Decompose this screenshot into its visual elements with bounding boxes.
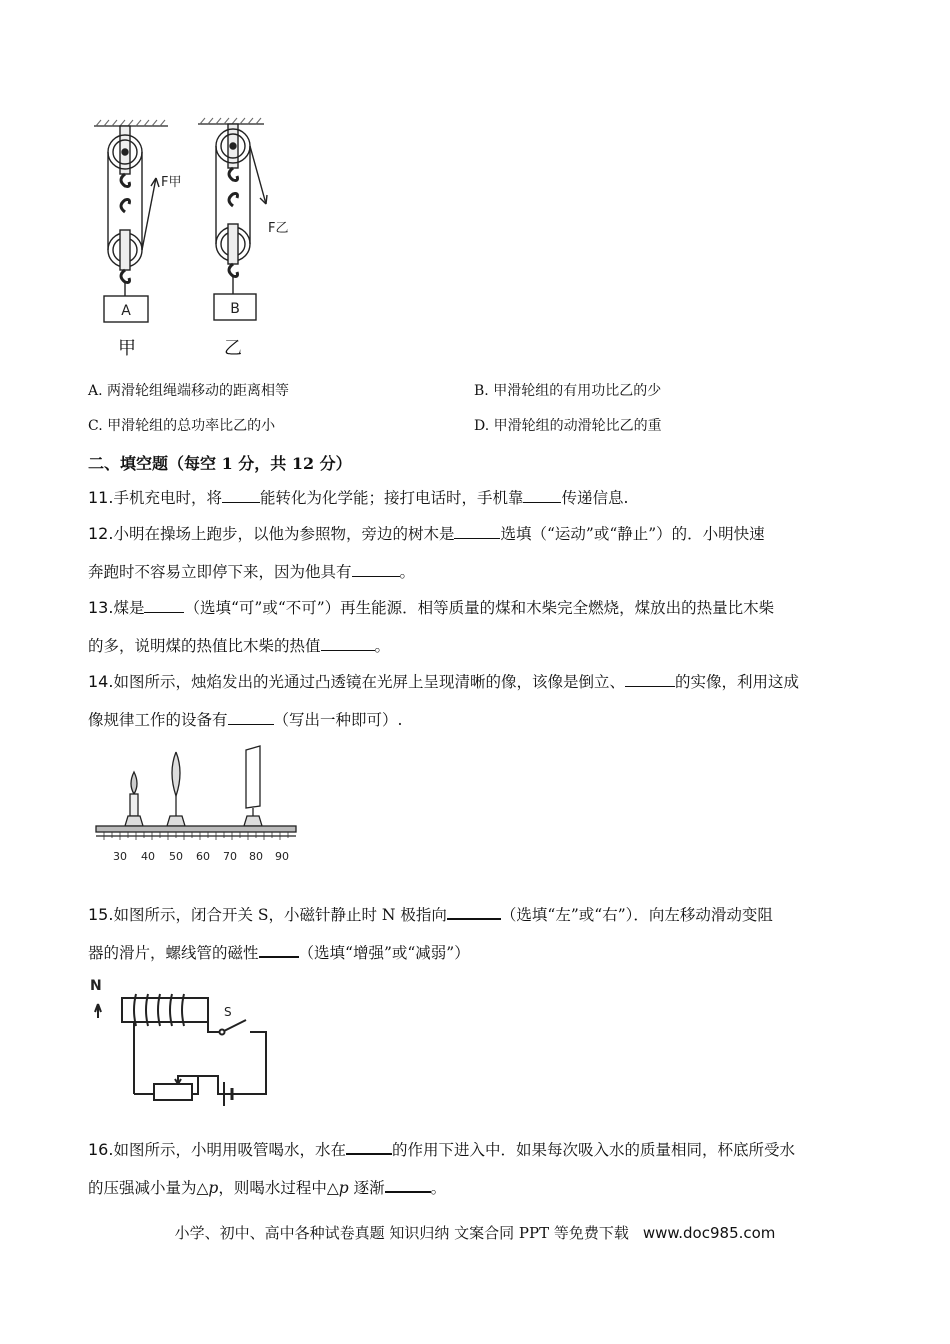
q11-text-3: 传递信息. xyxy=(561,489,629,507)
answer-blank[interactable] xyxy=(385,1176,431,1193)
option-a: A. 两滑轮组绳端移动的距离相等 xyxy=(88,383,290,399)
ruler-tick-label: 60 xyxy=(196,850,210,863)
q13-text-3: 的多，说明煤的热值比木柴的热值 xyxy=(88,637,321,655)
q16-text-6: 。 xyxy=(430,1179,447,1197)
footer-text: 小学、初中、高中各种试卷真题 知识归纳 文案合同 PPT 等免费下载 xyxy=(174,1224,629,1242)
question-13-line-2 xyxy=(88,634,390,656)
figure-label-yi: 乙 xyxy=(224,338,242,359)
ruler-tick-label: 50 xyxy=(169,850,183,863)
question-number: 15. xyxy=(88,905,114,924)
q15-text-3: 器的滑片，螺线管的磁性 xyxy=(88,944,259,962)
q16-symbol-p: p xyxy=(208,1179,219,1197)
option-d: D. 甲滑轮组的动滑轮比乙的重 xyxy=(474,418,662,434)
q14-text-1: 如图所示，烛焰发出的光通过凸透镜在光屏上呈现清晰的像，该像是倒立、 xyxy=(113,673,625,691)
figure-label-jia: 甲 xyxy=(118,338,136,359)
ruler-tick-label: 90 xyxy=(275,850,289,863)
answer-blank[interactable] xyxy=(625,671,675,687)
option-c: C. 甲滑轮组的总功率比乙的小 xyxy=(88,418,276,434)
q14-text-3: 像规律工作的设备有 xyxy=(88,711,228,729)
question-13 xyxy=(88,596,774,618)
q16-symbol-p: p xyxy=(338,1179,349,1197)
force-jia-label: F甲 xyxy=(161,175,182,190)
answer-blank[interactable] xyxy=(321,635,375,651)
answer-blank[interactable] xyxy=(259,941,299,958)
question-16-line-2 xyxy=(88,1176,446,1198)
question-14-line-2 xyxy=(88,708,402,730)
force-yi-label: F乙 xyxy=(268,221,289,236)
q13-text-4: 。 xyxy=(374,637,391,655)
question-number: 12. xyxy=(88,524,114,543)
q16-text-1: 如图所示，小明用吸管喝水，水在 xyxy=(113,1141,346,1159)
question-12 xyxy=(88,522,765,544)
question-12-line-2 xyxy=(88,560,415,582)
q16-text-5: 逐渐 xyxy=(348,1179,385,1197)
q14-text-2: 的实像，利用这成 xyxy=(674,673,799,691)
q13-text-1: 煤是 xyxy=(113,599,145,617)
question-15 xyxy=(88,903,773,925)
north-label: N xyxy=(90,978,102,994)
q16-text-4: ，则喝水过程中△ xyxy=(218,1179,339,1197)
answer-blank[interactable] xyxy=(222,487,260,503)
answer-blank[interactable] xyxy=(352,561,400,577)
question-number: 16. xyxy=(88,1140,114,1159)
answer-blank[interactable] xyxy=(228,709,274,725)
ruler-tick-label: 40 xyxy=(141,850,155,863)
q12-text-1: 小明在操场上跑步，以他为参照物，旁边的树木是 xyxy=(113,525,455,543)
q12-text-3: 奔跑时不容易立即停下来，因为他具有 xyxy=(88,563,352,581)
answer-blank[interactable] xyxy=(346,1138,392,1155)
q13-text-2: （选填“可”或“不可”）再生能源．相等质量的煤和木柴完全燃烧，煤放出的热量比木柴 xyxy=(184,599,775,617)
switch-label: S xyxy=(224,1005,232,1019)
optical-bench-figure xyxy=(94,742,300,870)
question-16 xyxy=(88,1138,795,1160)
question-15-line-2 xyxy=(88,941,470,963)
answer-blank[interactable] xyxy=(523,487,561,503)
q15-text-4: （选填“增强”或“减弱”） xyxy=(298,944,470,962)
pulley-figure xyxy=(88,112,318,362)
q15-text-2: （选填“左”或“右”）．向左移动滑动变阻 xyxy=(500,906,773,924)
pulley-yi xyxy=(214,124,267,320)
section-title: 二、填空题（每空 1 分，共 12 分） xyxy=(88,454,352,473)
answer-blank[interactable] xyxy=(144,597,184,613)
answer-blank[interactable] xyxy=(447,903,501,920)
box-a-label: A xyxy=(121,303,131,319)
q16-text-3: 的压强减小量为△ xyxy=(88,1179,209,1197)
pulley-jia xyxy=(104,126,159,322)
question-number: 13. xyxy=(88,598,114,617)
question-11 xyxy=(88,486,628,508)
circuit-figure xyxy=(84,976,280,1110)
q16-text-2: 的作用下进入中．如果每次吸入水的质量相同，杯底所受水 xyxy=(391,1141,795,1159)
ruler-tick-label: 80 xyxy=(249,850,263,863)
answer-blank[interactable] xyxy=(454,523,500,539)
option-b: B. 甲滑轮组的有用功比乙的少 xyxy=(474,383,662,399)
q12-text-4: 。 xyxy=(399,563,416,581)
question-14 xyxy=(88,670,799,692)
question-number: 14. xyxy=(88,672,114,691)
footer-url[interactable]: www.doc985.com xyxy=(642,1224,776,1242)
ruler-tick-label: 30 xyxy=(113,850,127,863)
q15-text-1: 如图所示，闭合开关 S，小磁针静止时 N 极指向 xyxy=(113,906,447,924)
question-number: 11. xyxy=(88,488,114,507)
page-footer xyxy=(0,1222,950,1243)
q12-text-2: 选填（“运动”或“静止”）的．小明快速 xyxy=(500,525,765,543)
ruler-tick-label: 70 xyxy=(223,850,237,863)
q14-text-4: （写出一种即可）. xyxy=(273,711,403,729)
box-b-label: B xyxy=(230,301,240,317)
q11-text-2: 能转化为化学能；接打电话时，手机靠 xyxy=(259,489,524,507)
q11-text-1: 手机充电时，将 xyxy=(113,489,222,507)
